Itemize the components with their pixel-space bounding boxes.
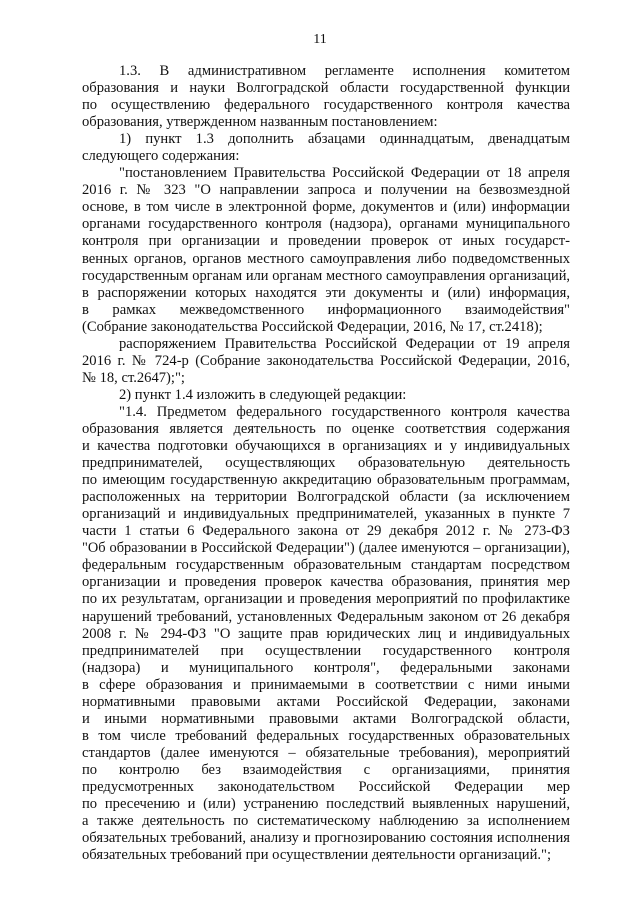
text-line: организаций и индивидуальных предпринимателей, указанных в пункте 7: [82, 506, 570, 523]
text-line: распоряжением Правительства Российской Федерации от 19 апреля: [119, 335, 570, 352]
text-line: организации и проведения проверок качества образования, принятия мер: [82, 574, 570, 591]
text-line: 2) пункт 1.4 изложить в следующей редакции:: [119, 386, 407, 403]
text-line: 2016 г. № 323 "О направлении запроса и получении на безвозмездной: [82, 182, 570, 199]
text-line: стандартов (далее именуются – обязательные требования), мероприятий: [82, 744, 570, 761]
text-line: основе, в том числе в электронной форме, документов и (или) информации: [82, 199, 570, 216]
text-line: федеральным государственным образовательным стандартам посредством: [82, 557, 570, 574]
text-line: следующего содержания:: [82, 148, 240, 165]
text-line: (надзора) и муниципального контроля", федеральными законами: [82, 659, 570, 676]
text-line: "1.4. Предметом федерального государственного контроля качества: [119, 403, 570, 420]
text-line: органами государственного контроля (надзора), органами муниципального: [82, 216, 570, 233]
text-line: в рамках межведомственного информационного взаимодействия": [82, 301, 570, 318]
text-line: в том числе требований федеральных государственных образовательных: [82, 727, 570, 744]
page-number: 11: [313, 32, 327, 47]
text-line: обязательных требований, анализу и прогнозированию состояния исполнения: [82, 830, 570, 847]
text-line: 1) пункт 1.3 дополнить абзацами одиннадцатым, двенадцатым: [119, 131, 570, 148]
text-line: 2008 г. № 294-ФЗ "О защите прав юридических лиц и индивидуальных: [82, 625, 570, 642]
text-line: обязательных требований при осуществлении деятельности организаций.";: [82, 847, 552, 864]
text-line: контроля при организации и проведении проверок от иных государст-: [82, 233, 570, 250]
text-line: 1.3. В административном регламенте исполнения комитетом: [119, 63, 570, 79]
text-line: венных органов, органов местного самоуправления либо подведомственных: [82, 250, 570, 267]
text-line: предпринимателей, осуществляющих образовательную деятельность: [82, 455, 570, 472]
text-line: "Об образовании в Российской Федерации") (далее именуются – организации),: [82, 540, 570, 557]
text-line: предусмотренных законодательством Российской Федерации мер: [82, 778, 570, 795]
text-line: части 1 статьи 6 Федерального закона от 29 декабря 2012 г. № 273-ФЗ: [82, 523, 570, 540]
text-line: 2016 г. № 724-р (Собрание законодательства Российской Федерации, 2016,: [82, 352, 570, 369]
text-line: и качества подготовки обучающихся в организациях и у индивидуальных: [82, 438, 570, 455]
text-line: по имеющим государственную аккредитацию образовательным программам,: [82, 472, 570, 489]
text-line: предпринимателей при осуществлении государственного контроля: [82, 642, 570, 659]
text-line: по контролю без взаимодействия с организациями, принятия: [82, 761, 570, 778]
text-line: образования является деятельность по оценке соответствия содержания: [82, 420, 570, 437]
text-line: по осуществлению федерального государственного контроля качества: [82, 97, 570, 114]
text-line: "постановлением Правительства Российской Федерации от 18 апреля: [119, 165, 570, 182]
text-line: (Собрание законодательства Российской Федерации, 2016, № 17, ст.2418);: [82, 318, 543, 335]
text-line: и иными нормативными правовыми актами Волгоградской области,: [82, 710, 570, 727]
text-line: по их результатам, организации и проведения мероприятий по профилактике: [82, 591, 570, 608]
text-line: государственным органам или органам местного самоуправления организаций,: [82, 267, 570, 284]
text-line: нарушений требований, установленных Федеральным законом от 26 декабря: [82, 608, 570, 625]
text-line: а также деятельность по систематическому наблюдению за исполнением: [82, 813, 570, 830]
text-line: в распоряжении которых находятся эти документы и (или) информация,: [82, 284, 570, 301]
text-line: в сфере образования и принимаемыми в соответствии с ними иными: [82, 676, 570, 693]
text-line: № 18, ст.2647);";: [82, 369, 185, 386]
document-body: [82, 63, 570, 864]
text-line: образования и науки Волгоградской области государственной функции: [82, 80, 570, 97]
text-line: расположенных на территории Волгоградской области (за исключением: [82, 489, 570, 506]
text-line: по пресечению и (или) устранению последствий выявленных нарушений,: [82, 796, 570, 813]
text-line: образования, утвержденном названным постановлением:: [82, 114, 438, 131]
text-line: нормативными правовыми актами Российской Федерации, законами: [82, 693, 570, 710]
